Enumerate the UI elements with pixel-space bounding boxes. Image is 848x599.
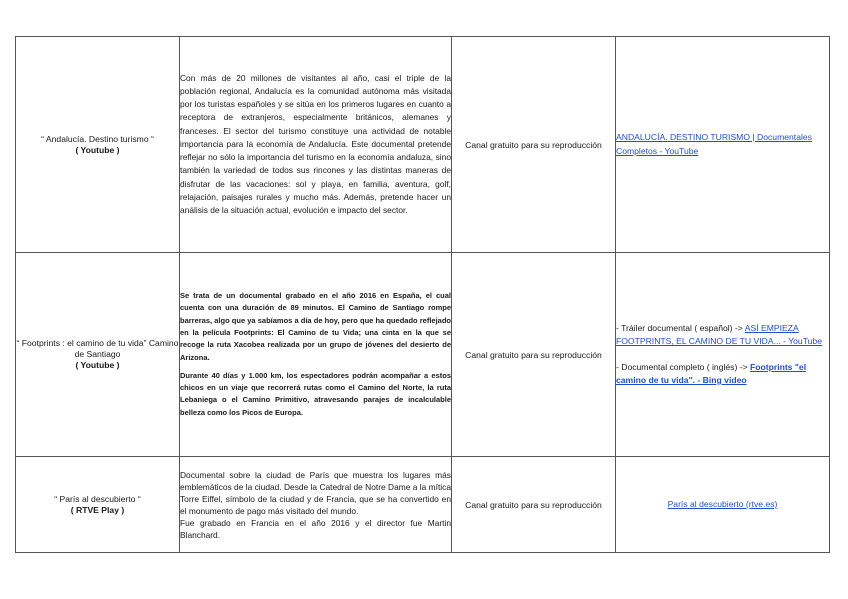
link-cell [616,253,830,457]
documentary-description-cell [180,457,452,553]
link-cell [616,457,830,553]
documentary-title: “ Footprints : el camino de tu vida” Camino de Santiago [16,338,179,359]
documentary-description-p1: Se trata de un documental grabado en el año 2016 en España, el cual cuenta con una duración de 89 minutos. El Camino de Santiago rompe barreras, algo que ya sabíamos a día de hoy, pero que ha quedado reflejado en la película Footprints: El Camino de tu Vida; una cinta en la que se recoge la ruta Xacobea realizada por un grupo de jóvenes del desierto de Arizona. [180,291,451,362]
canal-text: Canal gratuito para su reproducción [465,499,602,510]
documentary-title: “ París al descubierto “ [54,493,141,504]
full-documentary-link-block [616,361,829,388]
trailer-link-block [616,322,829,349]
full-documentary-link-prefix: - Documental completo ( inglés) -> [616,361,750,372]
documentary-title-cell [16,457,180,553]
table-row [16,253,830,457]
canal-cell [452,37,616,253]
documentary-title: “ Andalucía. Destino turismo “ [41,133,154,144]
canal-text: Canal gratuito para su reproducción [465,349,602,360]
documentary-title-cell [16,253,180,457]
table-row [16,457,830,553]
documentary-link[interactable]: París al descubierto (rtve.es) [667,498,778,509]
documentary-description-p2: Durante 40 días y 1.000 km, los espectadores podrán acompañar a estos chicos en un viaje que recorrerá rutas como el Camino del Norte, la ruta Lebaniega o el Camino Primitivo, atravesando parajes de incalculable belleza como los Picos de Europa. [180,370,451,417]
documentary-link[interactable]: ANDALUCÍA. DESTINO TURISMO | Documentales Completos - YouTube [616,132,812,156]
documentary-description-p2: Fue grabado en Francia en el año 2016 y el director fue Martin Blanchard. [180,517,451,540]
documentary-description-cell [180,37,452,253]
canal-cell [452,253,616,457]
full-documentary-link[interactable]: Footprints "el camino de tu vida". - Bing video [616,361,807,385]
canal-cell [452,457,616,553]
documentary-description-cell [180,253,452,457]
documentaries-table [15,36,830,553]
documentary-description-p1: Documental sobre la ciudad de París que muestra los lugares más emblemáticos de la ciudad. Desde la Catedral de Notre Dame a la mítica Torre Eiffel, símbolo de la ciudad y de Francia, que se ha convertido en el monumento de pago más visitado del mundo. [180,469,451,516]
link-cell [616,37,830,253]
documentary-platform: ( Youtube ) [75,360,120,370]
trailer-link[interactable]: ASÍ EMPIEZA FOOTPRINTS, EL CAMINO DE TU VIDA... - YouTube [616,322,822,347]
documentary-platform: ( RTVE Play ) [70,504,125,515]
canal-text: Canal gratuito para su reproducción [465,139,602,150]
documentary-title-cell [16,37,180,253]
trailer-link-prefix: - Tráiler documental ( español) -> [616,322,745,333]
table-row [16,37,830,253]
documentary-description: Con más de 20 millones de visitantes al año, casi el triple de la población regional, Andalucía es la comunidad autónoma más visitada por los turistas españoles y se sitúa en los primeros lugares en cuanto a receptora de extranjeros, especialmente británicos, alemanes y franceses. El sector del turismo constituye una actividad de notable importancia para la economía de Andalucía. Este documental pretende reflejar no sólo la importancia del turismo en la economía andaluza, sino también la variedad de todos sus rincones y las distintas maneras de disfrutar de las vacaciones: sol y playa, en familia, aventura, golf, relajación, paisajes rurales y mucho más. Además, pretende hacer un análisis de la situación actual, evolución e impacto del sector. [180,72,451,215]
documentary-platform: ( Youtube ) [75,144,120,155]
